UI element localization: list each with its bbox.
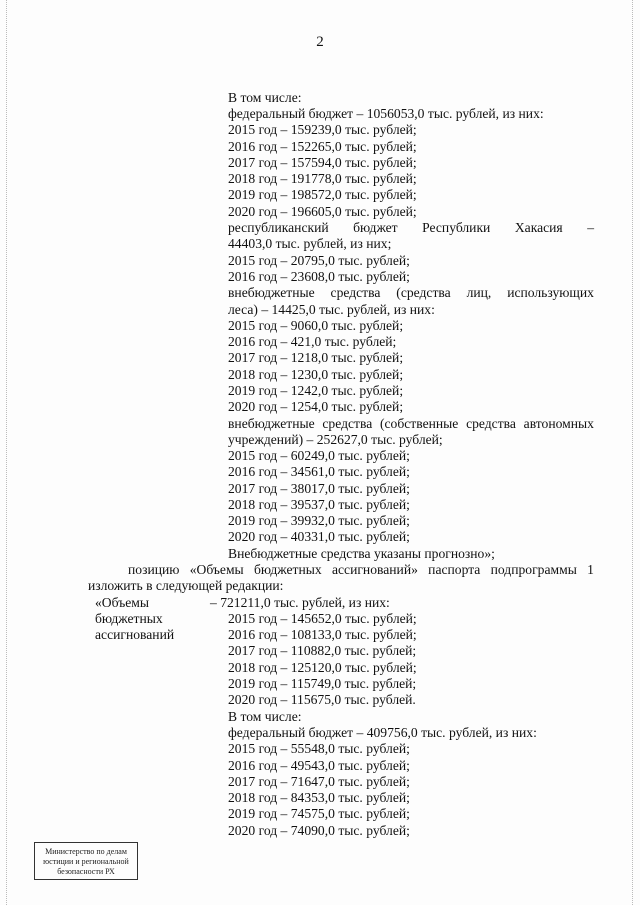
text-line: 2019 год – 1242,0 тыс. рублей; xyxy=(228,383,404,398)
justified-text-line xyxy=(228,220,594,236)
word: бюджет xyxy=(353,220,398,235)
text-line: бюджетных xyxy=(95,611,163,626)
text-line: Внебюджетные средства указаны прогнозно»; xyxy=(228,546,495,561)
text-line: 2018 год – 84353,0 тыс. рублей; xyxy=(228,790,410,805)
text-line: 2019 год – 74575,0 тыс. рублей; xyxy=(228,806,410,821)
text-line: 2019 год – 115749,0 тыс. рублей; xyxy=(228,676,417,691)
text-line: 2016 год – 49543,0 тыс. рублей; xyxy=(228,758,410,773)
text-line: 2019 год – 39932,0 тыс. рублей; xyxy=(228,513,410,528)
word: – xyxy=(587,220,594,235)
text-line: изложить в следующей редакции: xyxy=(88,578,284,593)
stamp-line-2: юстиции и региональной xyxy=(43,857,129,866)
text-line: 2020 год – 115675,0 тыс. рублей. xyxy=(228,692,416,707)
text-line: 44403,0 тыс. рублей, из них; xyxy=(228,236,392,251)
text-line: 2015 год – 60249,0 тыс. рублей; xyxy=(228,448,410,463)
word: лиц, xyxy=(466,285,492,300)
justified-text-line xyxy=(228,416,594,432)
text-line: федеральный бюджет – 409756,0 тыс. рублей, из них: xyxy=(228,725,537,740)
text-line: ассигнований xyxy=(95,627,175,642)
text-line: 2017 год – 157594,0 тыс. рублей; xyxy=(228,155,417,170)
text-line: 2015 год – 145652,0 тыс. рублей; xyxy=(228,611,417,626)
text-line: 2016 год – 152265,0 тыс. рублей; xyxy=(228,139,417,154)
word: автономных xyxy=(523,416,594,431)
word: средства xyxy=(330,285,381,300)
word: Республики xyxy=(422,220,491,235)
text-line: В том числе: xyxy=(228,709,302,724)
text-line: 2018 год – 125120,0 тыс. рублей; xyxy=(228,660,417,675)
text-line: 2015 год – 55548,0 тыс. рублей; xyxy=(228,741,410,756)
word: подпрограммы xyxy=(490,562,577,577)
registration-stamp xyxy=(34,842,138,880)
text-line: 2016 год – 421,0 тыс. рублей; xyxy=(228,334,397,349)
text-line: федеральный бюджет – 1056053,0 тыс. рублей, из них: xyxy=(228,106,544,121)
text-line: 2019 год – 198572,0 тыс. рублей; xyxy=(228,187,417,202)
word: Хакасия xyxy=(514,220,563,235)
word: 1 xyxy=(587,562,594,577)
word: ассигнований» xyxy=(331,562,418,577)
word: средства xyxy=(466,416,516,431)
stamp-line-1: Министерство по делам xyxy=(45,847,127,856)
word: (средства xyxy=(396,285,451,300)
page-number: 2 xyxy=(316,34,324,50)
text-line: учреждений) – 252627,0 тыс. рублей; xyxy=(228,432,443,447)
text-line: леса) – 14425,0 тыс. рублей, из них: xyxy=(228,302,435,317)
word: использующих xyxy=(507,285,594,300)
word: позицию xyxy=(128,562,180,577)
text-line: 2018 год – 1230,0 тыс. рублей; xyxy=(228,367,404,382)
scan-edge-right xyxy=(632,0,634,905)
word: паспорта xyxy=(428,562,481,577)
word: внебюджетные xyxy=(228,416,315,431)
text-line: 2020 год – 196605,0 тыс. рублей; xyxy=(228,204,417,219)
text-line: 2015 год – 9060,0 тыс. рублей; xyxy=(228,318,404,333)
word: внебюджетные xyxy=(228,285,315,300)
text-line: 2017 год – 1218,0 тыс. рублей; xyxy=(228,350,404,365)
word: «Объемы xyxy=(189,562,244,577)
text-line: 2020 год – 40331,0 тыс. рублей; xyxy=(228,529,410,544)
text-line: 2016 год – 108133,0 тыс. рублей; xyxy=(228,627,417,642)
text-line: 2015 год – 20795,0 тыс. рублей; xyxy=(228,253,410,268)
text-line: 2020 год – 74090,0 тыс. рублей; xyxy=(228,823,410,838)
text-line: 2018 год – 39537,0 тыс. рублей; xyxy=(228,497,410,512)
text-line: 2018 год – 191778,0 тыс. рублей; xyxy=(228,171,417,186)
text-line: – 721211,0 тыс. рублей, из них: xyxy=(210,595,390,610)
text-line: 2016 год – 34561,0 тыс. рублей; xyxy=(228,464,410,479)
text-line: 2016 год – 23608,0 тыс. рублей; xyxy=(228,269,410,284)
scan-edge-left xyxy=(6,0,8,905)
word: республиканский xyxy=(228,220,329,235)
text-line: 2017 год – 38017,0 тыс. рублей; xyxy=(228,481,410,496)
text-line: 2020 год – 1254,0 тыс. рублей; xyxy=(228,399,404,414)
text-line: 2017 год – 110882,0 тыс. рублей; xyxy=(228,643,417,658)
stamp-line-3: безопасности РХ xyxy=(57,867,115,876)
word: (собственные xyxy=(379,416,459,431)
word: средства xyxy=(322,416,373,431)
text-line: В том числе: xyxy=(228,90,302,105)
text-line: «Объемы xyxy=(95,595,149,610)
justified-text-line xyxy=(128,562,594,578)
justified-text-line xyxy=(228,285,594,301)
text-line: 2017 год – 71647,0 тыс. рублей; xyxy=(228,774,410,789)
text-line: 2015 год – 159239,0 тыс. рублей; xyxy=(228,122,417,137)
word: бюджетных xyxy=(253,562,322,577)
